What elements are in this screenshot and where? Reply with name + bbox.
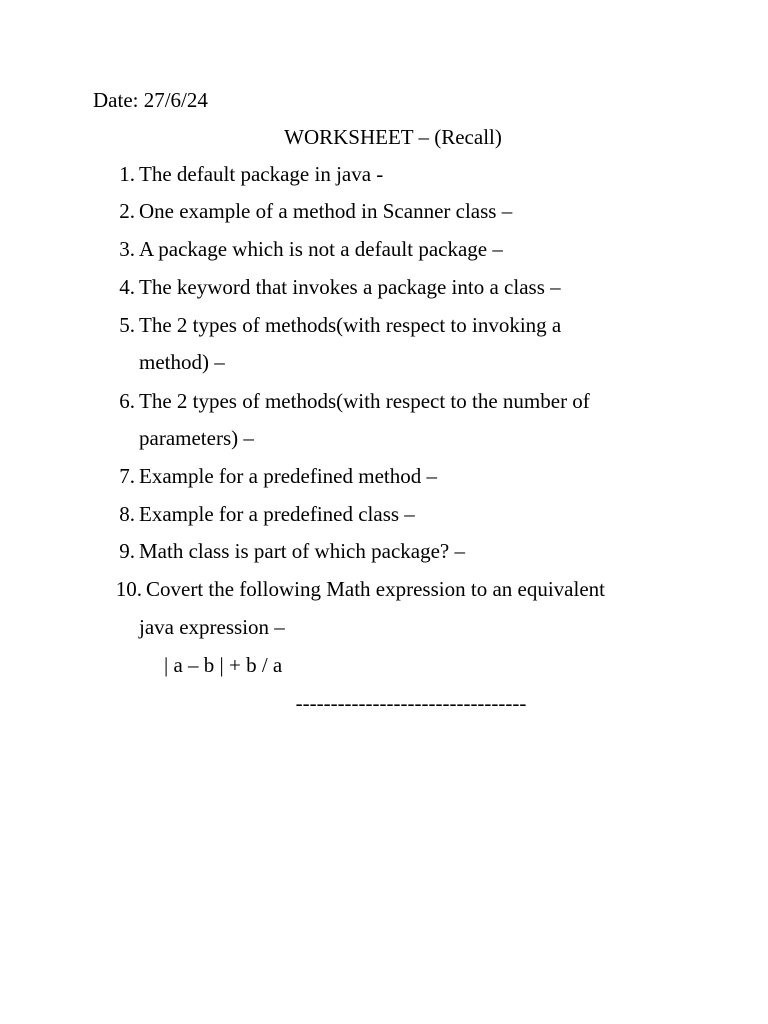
question-number: 8. (119, 502, 135, 526)
question-number: 5. (119, 313, 135, 337)
question-text: Example for a predefined class – (139, 502, 415, 526)
end-divider: --------------------------------- (295, 691, 527, 715)
question-text: The default package in java - (139, 162, 384, 186)
question-text: Covert the following Math expression to an equivalent (146, 577, 605, 601)
question-text-continued: parameters) – (139, 426, 254, 450)
question-text: A package which is not a default package – (139, 237, 503, 261)
question-number: 6. (119, 389, 135, 413)
question-number: 7. (119, 464, 135, 488)
worksheet-title: WORKSHEET – (Recall) (284, 125, 502, 149)
date-line: Date: 27/6/24 (93, 88, 208, 112)
question-text-continued: method) – (139, 350, 225, 374)
question-text: One example of a method in Scanner class – (139, 199, 513, 223)
question-text: Example for a predefined method – (139, 464, 437, 488)
question-number: 10. (115, 577, 142, 601)
question-number: 9. (119, 539, 135, 563)
question-text-continued: java expression – (139, 615, 285, 639)
question-number: 1. (119, 162, 135, 186)
question-number: 2. (119, 199, 135, 223)
math-expression: | a – b | + b / a (164, 653, 283, 677)
question-number: 4. (119, 275, 135, 299)
question-text: The keyword that invokes a package into a class – (139, 275, 561, 299)
question-text: The 2 types of methods(with respect to invoking a (139, 313, 562, 337)
question-text: The 2 types of methods(with respect to the number of (139, 389, 590, 413)
question-number: 3. (119, 237, 135, 261)
question-text: Math class is part of which package? – (139, 539, 465, 563)
